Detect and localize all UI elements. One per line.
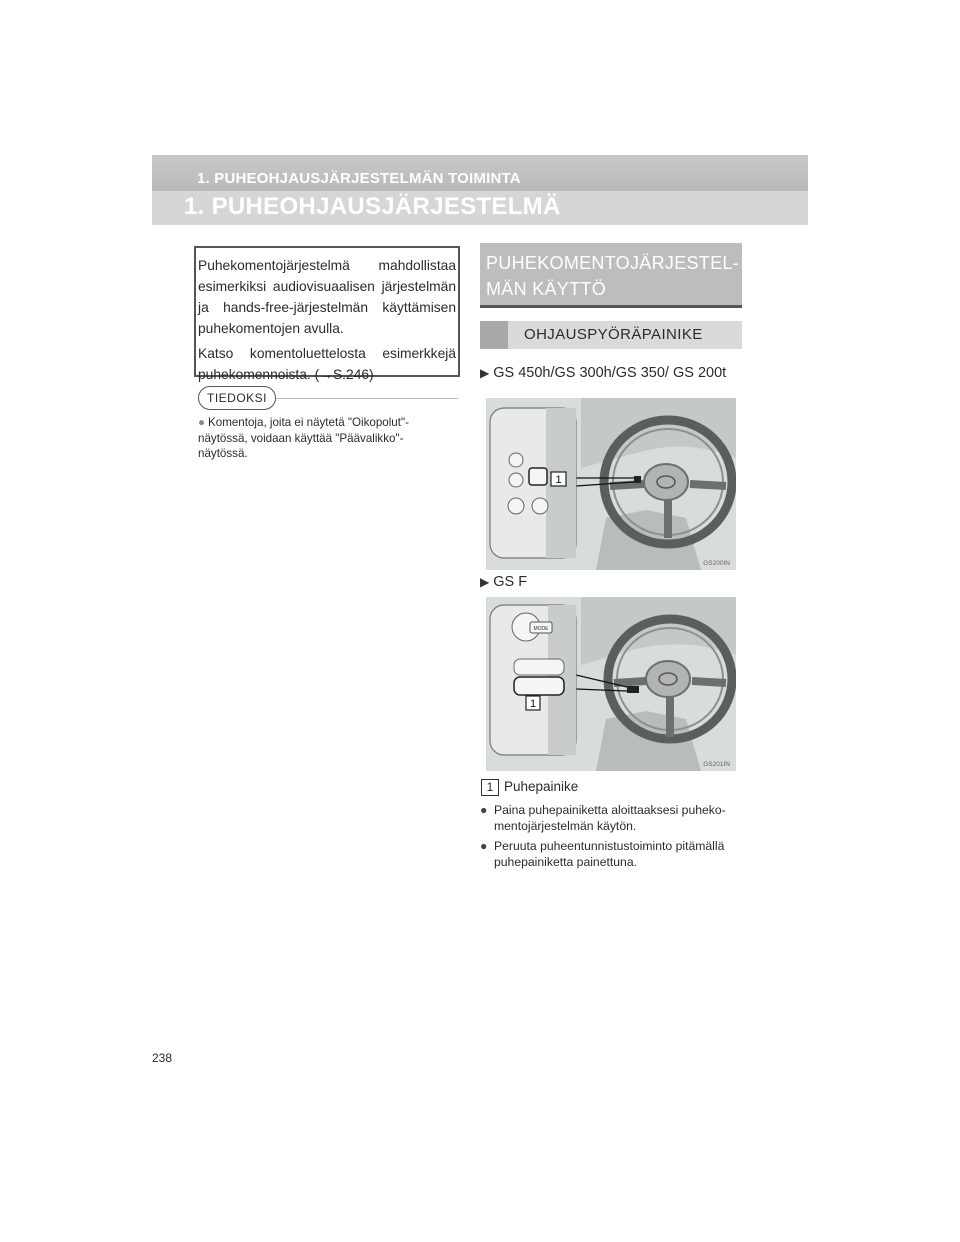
page-number: 238 (152, 1051, 173, 1065)
note-item-text: Komentoja, joita ei näytetä "Oikopolut"-näytössä, voidaan käyttää "Päävalikko"-näytössä. (198, 416, 409, 460)
note-tag: TIEDOKSI (198, 386, 276, 410)
model-heading-1 (480, 364, 740, 382)
legend-number-box: 1 (481, 779, 499, 796)
bullet-icon: ● (198, 416, 206, 429)
mode-button-label: MODE (533, 626, 549, 632)
arrow-right-icon: ▶ (480, 575, 490, 589)
callout-1: 1 (555, 474, 562, 486)
figure-2-code: GS201IN (703, 761, 730, 768)
instruction-bullet-2-text: Peruuta puheentunnistustoiminto pitämällä puhepainiketta painettuna. (494, 839, 725, 869)
section-heading: 1. PUHEOHJAUSJÄRJESTELMÄN TOIMINTA (197, 170, 521, 187)
steering-wheel-figure-1 (486, 398, 736, 570)
bullet-icon: ● (480, 839, 488, 853)
page-reference-link[interactable]: →S.246) (319, 367, 374, 382)
callout-1: 1 (529, 698, 537, 710)
note-item (198, 415, 448, 462)
model-heading-2-text: GS F (493, 574, 528, 590)
model-heading-1-text: GS 450h/GS 300h/GS 350/ GS 200t (493, 365, 727, 381)
intro-paragraph-1: Puhekomentojärjestelmä mahdollistaa esimerkiksi audiovisuaalisen järjestelmän ja hands-free-järjestelmän käyttämisen puhekomentojen avulla. (198, 258, 456, 336)
legend-label: Puhepainike (504, 779, 579, 794)
figure-1-code: GS200IN (703, 560, 730, 567)
intro-paragraph-2 (198, 343, 456, 385)
subsection-title: OHJAUSPYÖRÄPAINIKE (524, 326, 703, 343)
steering-wheel-figure-2 (486, 597, 736, 771)
intro-box (194, 246, 460, 382)
chapter-title: 1. PUHEOHJAUSJÄRJESTELMÄ (184, 193, 561, 220)
instruction-bullet-1-text: Paina puhepainiketta aloittaaksesi puheko-mentojärjestelmän käytön. (494, 803, 726, 833)
intro-paragraph-2-text: Katso komentoluettelosta esimerkkejä puhekomennoista. ( (198, 346, 456, 382)
section-title: PUHEKOMENTOJÄRJESTEL-MÄN KÄYTTÖ (486, 253, 740, 299)
subsection-marker (480, 321, 508, 349)
instruction-bullet-2 (480, 838, 758, 870)
arrow-right-icon: ▶ (480, 366, 490, 380)
steering-wheel-illustration-2 (486, 597, 736, 771)
instruction-bullet-1 (480, 802, 758, 834)
bullet-icon: ● (480, 803, 488, 817)
steering-wheel-illustration-1 (486, 398, 736, 570)
model-heading-2 (480, 573, 740, 591)
